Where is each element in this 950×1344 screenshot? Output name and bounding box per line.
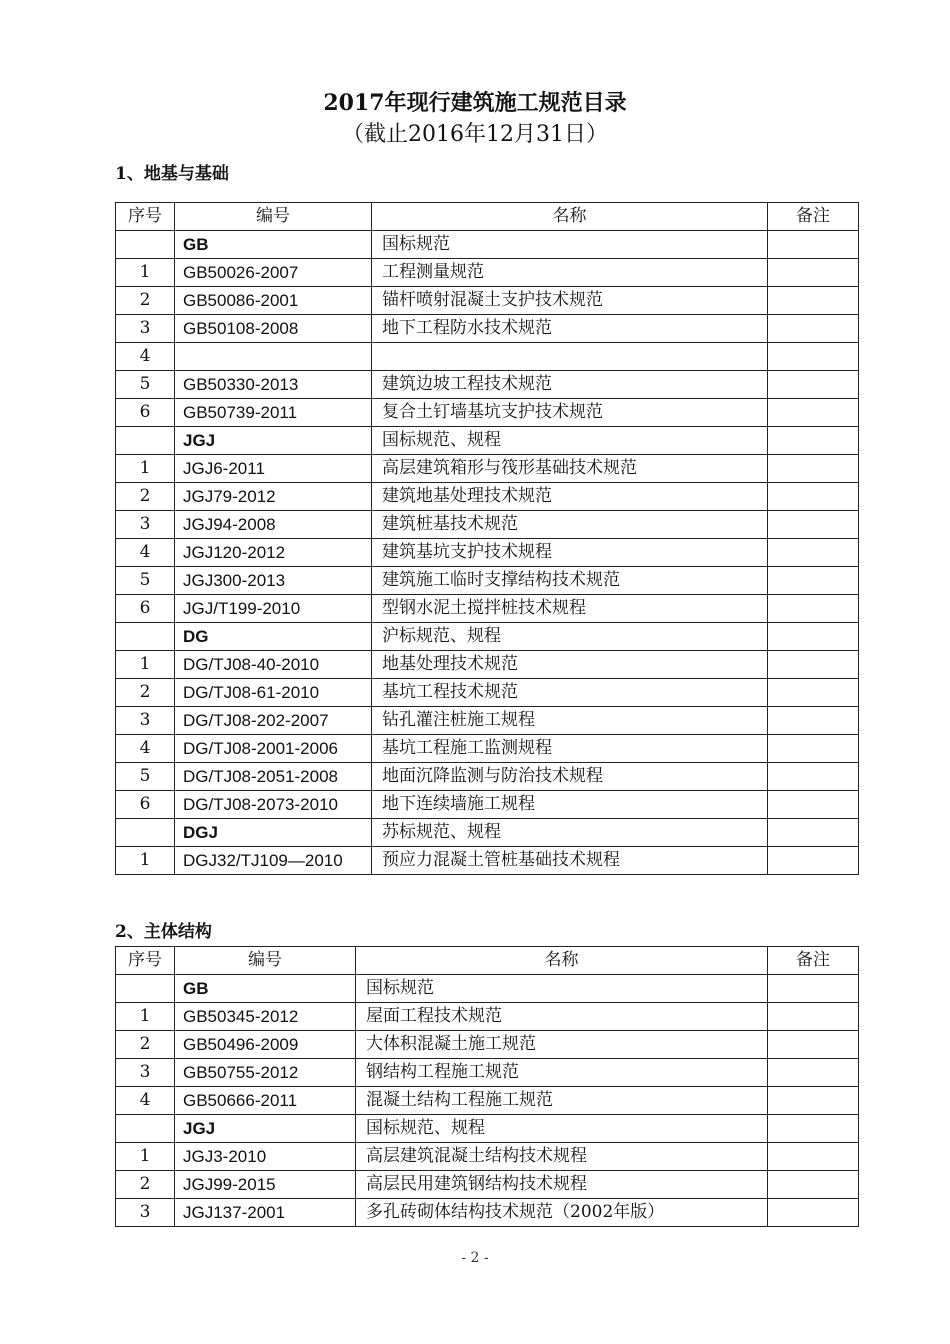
row-seq: 5: [116, 567, 175, 595]
row-name: 地基处理技术规范: [372, 651, 768, 679]
row-code: GB50739-2011: [175, 399, 372, 427]
header-code: 编号: [175, 947, 356, 975]
row-name: 建筑施工临时支撑结构技术规范: [372, 567, 768, 595]
section-heading-structure: 2、主体结构: [115, 922, 212, 942]
page-subtitle: （截止2016年12月31日）: [342, 122, 608, 147]
row-seq: 6: [116, 791, 175, 819]
header-seq: 序号: [116, 947, 175, 975]
row-name: 地面沉降监测与防治技术规程: [372, 763, 768, 791]
row-seq: 1: [116, 651, 175, 679]
header-name: 名称: [356, 947, 768, 975]
row-note: [768, 651, 859, 679]
row-seq: 3: [116, 1199, 175, 1227]
row-note: [768, 1059, 859, 1087]
row-code: GB50086-2001: [175, 287, 372, 315]
row-seq: 4: [116, 539, 175, 567]
row-code: DGJ32/TJ109—2010: [175, 847, 372, 875]
row-name: 建筑边坡工程技术规范: [372, 371, 768, 399]
row-seq: 3: [116, 1059, 175, 1087]
row-code: DGJ: [175, 819, 372, 847]
row-name: [372, 343, 768, 371]
row-name: 工程测量规范: [372, 259, 768, 287]
row-name: 高层建筑箱形与筏形基础技术规范: [372, 455, 768, 483]
row-seq: [116, 231, 175, 259]
table-group-row: [116, 231, 859, 259]
row-note: [768, 511, 859, 539]
row-name: 地下工程防水技术规范: [372, 315, 768, 343]
table-row: [116, 1087, 859, 1115]
row-name: 锚杆喷射混凝土支护技术规范: [372, 287, 768, 315]
row-seq: [116, 975, 175, 1003]
row-code: JGJ3-2010: [175, 1143, 356, 1171]
row-code: GB50755-2012: [175, 1059, 356, 1087]
row-code: GB: [175, 231, 372, 259]
row-seq: 2: [116, 1031, 175, 1059]
row-seq: 2: [116, 679, 175, 707]
row-code: DG/TJ08-61-2010: [175, 679, 372, 707]
table-row: [116, 1003, 859, 1031]
row-code: JGJ: [175, 1115, 356, 1143]
row-code: JGJ94-2008: [175, 511, 372, 539]
table-row: [116, 847, 859, 875]
row-code: JGJ: [175, 427, 372, 455]
table-header-row: [116, 203, 859, 231]
row-note: [768, 455, 859, 483]
row-note: [768, 975, 859, 1003]
row-seq: 3: [116, 511, 175, 539]
header-name: 名称: [372, 203, 768, 231]
row-note: [768, 623, 859, 651]
row-note: [768, 539, 859, 567]
row-code: GB50108-2008: [175, 315, 372, 343]
row-note: [768, 819, 859, 847]
table-row: [116, 735, 859, 763]
row-seq: 1: [116, 1143, 175, 1171]
row-code: GB: [175, 975, 356, 1003]
row-name: 沪标规范、规程: [372, 623, 768, 651]
row-note: [768, 847, 859, 875]
row-note: [768, 259, 859, 287]
row-note: [768, 427, 859, 455]
row-note: [768, 567, 859, 595]
row-name: 建筑地基处理技术规范: [372, 483, 768, 511]
row-seq: 6: [116, 595, 175, 623]
row-seq: 2: [116, 1171, 175, 1199]
table-row: [116, 1171, 859, 1199]
row-name: 国标规范: [372, 231, 768, 259]
row-code: DG: [175, 623, 372, 651]
row-name: 复合土钉墙基坑支护技术规范: [372, 399, 768, 427]
table-row: [116, 763, 859, 791]
row-seq: [116, 623, 175, 651]
header-seq: 序号: [116, 203, 175, 231]
row-seq: [116, 427, 175, 455]
row-seq: 4: [116, 343, 175, 371]
table-group-row: [116, 975, 859, 1003]
table-row: [116, 371, 859, 399]
row-name: 钢结构工程施工规范: [356, 1059, 768, 1087]
row-code: JGJ300-2013: [175, 567, 372, 595]
table-row: [116, 1199, 859, 1227]
row-code: DG/TJ08-40-2010: [175, 651, 372, 679]
row-code: JGJ79-2012: [175, 483, 372, 511]
row-name: 国标规范、规程: [372, 427, 768, 455]
row-name: 高层民用建筑钢结构技术规程: [356, 1171, 768, 1199]
row-code: JGJ6-2011: [175, 455, 372, 483]
table-row: [116, 567, 859, 595]
row-name: 钻孔灌注桩施工规程: [372, 707, 768, 735]
row-note: [768, 707, 859, 735]
table-row: [116, 539, 859, 567]
row-note: [768, 1003, 859, 1031]
row-seq: 1: [116, 455, 175, 483]
row-note: [768, 595, 859, 623]
row-seq: 1: [116, 847, 175, 875]
table-row: [116, 399, 859, 427]
row-seq: 5: [116, 763, 175, 791]
row-name: 屋面工程技术规范: [356, 1003, 768, 1031]
section-heading-foundation: 1、地基与基础: [115, 164, 229, 184]
table-row: [116, 455, 859, 483]
table-row: [116, 595, 859, 623]
row-note: [768, 763, 859, 791]
row-code: GB50496-2009: [175, 1031, 356, 1059]
spec-table-structure: [115, 946, 859, 1227]
row-note: [768, 1031, 859, 1059]
table-row: [116, 707, 859, 735]
table-group-row: [116, 623, 859, 651]
row-seq: 5: [116, 371, 175, 399]
row-name: 型钢水泥土搅拌桩技术规程: [372, 595, 768, 623]
row-seq: [116, 819, 175, 847]
table-row: [116, 791, 859, 819]
row-note: [768, 399, 859, 427]
row-code: [175, 343, 372, 371]
row-note: [768, 371, 859, 399]
row-note: [768, 1087, 859, 1115]
row-code: GB50345-2012: [175, 1003, 356, 1031]
row-note: [768, 315, 859, 343]
row-name: 苏标规范、规程: [372, 819, 768, 847]
row-name: 建筑桩基技术规范: [372, 511, 768, 539]
row-note: [768, 231, 859, 259]
row-code: JGJ120-2012: [175, 539, 372, 567]
table-row: [116, 1143, 859, 1171]
row-seq: 4: [116, 1087, 175, 1115]
row-code: DG/TJ08-2073-2010: [175, 791, 372, 819]
row-seq: 2: [116, 287, 175, 315]
row-code: GB50330-2013: [175, 371, 372, 399]
page-number: - 2 -: [461, 1250, 489, 1266]
row-name: 混凝土结构工程施工规范: [356, 1087, 768, 1115]
table-row: [116, 343, 859, 371]
row-code: JGJ137-2001: [175, 1199, 356, 1227]
row-seq: 4: [116, 735, 175, 763]
row-note: [768, 791, 859, 819]
row-name: 建筑基坑支护技术规程: [372, 539, 768, 567]
table-row: [116, 1059, 859, 1087]
header-note: 备注: [768, 203, 859, 231]
row-note: [768, 1143, 859, 1171]
header-note: 备注: [768, 947, 859, 975]
row-code: JGJ99-2015: [175, 1171, 356, 1199]
row-seq: 2: [116, 483, 175, 511]
table-row: [116, 259, 859, 287]
table-row: [116, 1031, 859, 1059]
header-code: 编号: [175, 203, 372, 231]
row-note: [768, 1199, 859, 1227]
row-name: 高层建筑混凝土结构技术规程: [356, 1143, 768, 1171]
row-code: JGJ/T199-2010: [175, 595, 372, 623]
row-name: 国标规范、规程: [356, 1115, 768, 1143]
row-seq: 3: [116, 707, 175, 735]
spec-table-foundation: [115, 202, 859, 875]
row-note: [768, 287, 859, 315]
row-seq: 1: [116, 1003, 175, 1031]
row-note: [768, 1171, 859, 1199]
table-row: [116, 679, 859, 707]
row-name: 国标规范: [356, 975, 768, 1003]
page-title: 2017年现行建筑施工规范目录: [323, 90, 627, 116]
table-row: [116, 315, 859, 343]
table-group-row: [116, 427, 859, 455]
row-seq: 3: [116, 315, 175, 343]
table-header-row: [116, 947, 859, 975]
row-note: [768, 343, 859, 371]
row-name: 基坑工程技术规范: [372, 679, 768, 707]
row-name: 多孔砖砌体结构技术规范（2002年版）: [356, 1199, 768, 1227]
row-code: GB50026-2007: [175, 259, 372, 287]
row-name: 预应力混凝土管桩基础技术规程: [372, 847, 768, 875]
row-note: [768, 735, 859, 763]
table-row: [116, 483, 859, 511]
table-row: [116, 651, 859, 679]
row-note: [768, 1115, 859, 1143]
row-name: 地下连续墙施工规程: [372, 791, 768, 819]
row-note: [768, 679, 859, 707]
row-name: 大体积混凝土施工规范: [356, 1031, 768, 1059]
row-code: DG/TJ08-202-2007: [175, 707, 372, 735]
row-seq: 1: [116, 259, 175, 287]
row-code: DG/TJ08-2001-2006: [175, 735, 372, 763]
row-seq: 6: [116, 399, 175, 427]
row-name: 基坑工程施工监测规程: [372, 735, 768, 763]
table-row: [116, 511, 859, 539]
table-group-row: [116, 819, 859, 847]
row-code: GB50666-2011: [175, 1087, 356, 1115]
row-note: [768, 483, 859, 511]
row-code: DG/TJ08-2051-2008: [175, 763, 372, 791]
table-group-row: [116, 1115, 859, 1143]
row-seq: [116, 1115, 175, 1143]
table-row: [116, 287, 859, 315]
